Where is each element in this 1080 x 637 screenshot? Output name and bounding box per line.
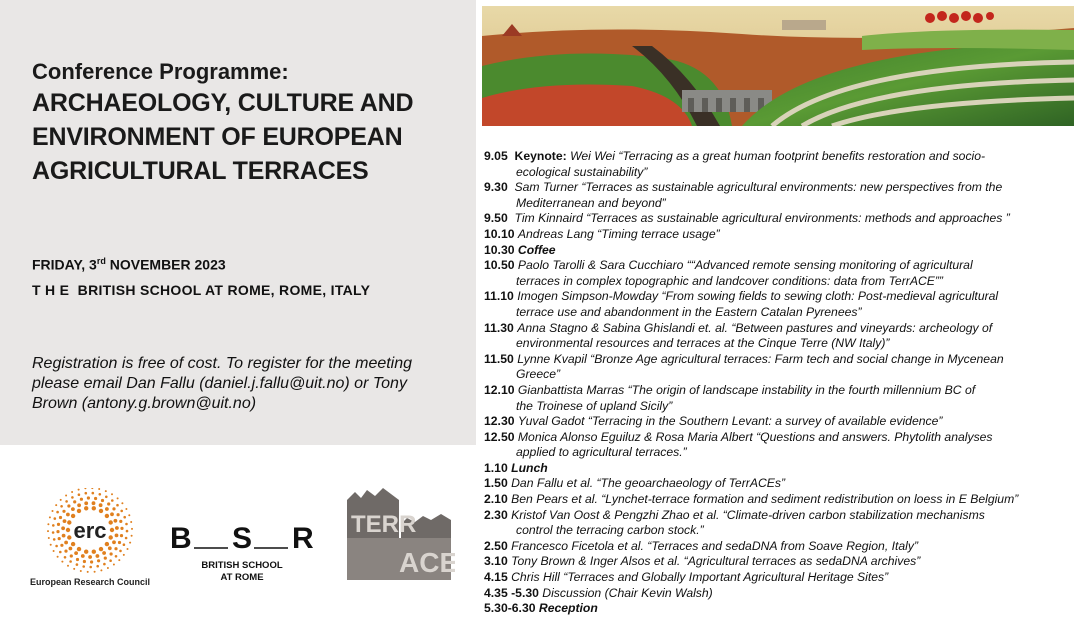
erc-dot — [60, 544, 63, 547]
programme-entry — [484, 258, 1074, 289]
erc-dot — [87, 571, 89, 573]
erc-dot — [115, 534, 119, 538]
programme-entry — [484, 149, 1074, 180]
entry-text: Sam Turner “Terraces as sustainable agricultural environments: new perspectives from the — [514, 180, 1003, 195]
erc-dot — [59, 516, 62, 519]
erc-dot — [52, 524, 55, 527]
erc-dot — [77, 547, 81, 551]
bsr-line-2: AT ROME — [220, 572, 264, 583]
erc-dot — [67, 535, 71, 539]
erc-dot — [53, 538, 56, 541]
erc-dot — [54, 517, 57, 520]
entry-text: Tim Kinnaird “Terraces as sustainable agricultural environments: methods and approaches ” — [514, 211, 1010, 226]
erc-dot — [58, 537, 61, 540]
erc-mark: erc — [73, 518, 107, 543]
erc-dot — [64, 550, 67, 553]
erc-dot — [94, 497, 97, 500]
programme-entry — [484, 586, 1074, 602]
entry-time: 10.30 — [484, 242, 515, 257]
erc-dot — [90, 560, 93, 563]
programme-entry — [484, 539, 1074, 555]
entry-text: Anna Stagno & Sabina Ghislandi et. al. “Between pastures and vineyards: archeology of — [517, 320, 993, 335]
entry-time: 10.10 — [484, 226, 515, 241]
erc-dot — [116, 504, 119, 507]
erc-dot — [96, 565, 99, 568]
erc-dot — [99, 547, 103, 551]
erc-dot — [84, 488, 86, 489]
erc-dot — [96, 554, 100, 558]
erc-dot — [92, 492, 95, 495]
entry-text: Ben Pears et al. “Lynchet-terrace formation and sediment redistribution on loess in E Belgium” — [511, 492, 1019, 507]
terrace-logo-bottom: ACE — [399, 547, 455, 578]
erc-dot — [66, 513, 70, 517]
bsr-logo — [170, 518, 320, 588]
entry-text: Dan Fallu et al. “The geoarchaeology of TerrACEs” — [511, 476, 786, 491]
erc-dot — [83, 560, 86, 563]
entry-text: Chris Hill “Terraces and Globally Important Agricultural Heritage Sites” — [511, 570, 889, 585]
programme-entry — [484, 461, 1074, 477]
erc-dot — [117, 497, 119, 499]
entry-text: Paolo Tarolli & Sara Cucchiaro ““Advanced remote sensing monitoring of agricultural — [517, 258, 973, 273]
erc-dot — [123, 516, 126, 519]
erc-dot — [53, 550, 55, 552]
erc-dot — [62, 510, 65, 513]
entry-text: Andreas Lang “Timing terrace usage” — [517, 226, 720, 241]
entry-time: 2.10 — [484, 492, 508, 507]
entry-time: 9.05 — [484, 149, 508, 163]
erc-dot — [121, 502, 123, 504]
entry-continuation: the Troinese of upland Sicily” — [516, 398, 673, 413]
erc-dot — [113, 564, 115, 566]
erc-dot — [111, 499, 114, 502]
erc-dot — [71, 491, 73, 493]
entry-time: 12.30 — [484, 414, 515, 429]
erc-dot — [97, 559, 100, 562]
entry-text: Imogen Simpson-Mowday “From sowing fields to sewing cloth: Post-medieval agricultural — [517, 289, 999, 304]
erc-dot — [109, 520, 113, 524]
entry-time: 9.50 — [484, 211, 508, 226]
erc-dot — [56, 511, 59, 514]
entry-time: 4.15 — [484, 570, 508, 585]
erc-dot — [114, 547, 117, 550]
erc-dot — [108, 546, 112, 550]
programme-entry — [484, 492, 1074, 508]
erc-dot — [104, 557, 107, 560]
erc-dot — [52, 510, 54, 512]
erc-dot — [87, 496, 90, 499]
entry-continuation: terraces in complex topographic and landcover conditions: data from TerrACE”” — [516, 273, 943, 288]
erc-dot — [63, 519, 67, 523]
title-line-2: ARCHAEOLOGY, CULTURE AND — [32, 89, 414, 117]
programme-entry — [484, 601, 1074, 617]
erc-dot — [55, 504, 57, 506]
date-prefix: FRIDAY, 3 — [32, 256, 97, 273]
erc-dot — [65, 500, 68, 503]
erc-dot — [110, 512, 114, 516]
erc-logo — [30, 488, 150, 588]
entry-time: 2.50 — [484, 538, 508, 553]
entry-continuation: applied to agricultural terraces.” — [516, 445, 687, 460]
erc-dot — [107, 567, 109, 569]
erc-dot — [67, 520, 71, 524]
event-date — [32, 256, 226, 273]
erc-dot — [55, 545, 58, 548]
programme-entry — [484, 570, 1074, 586]
erc-dot — [115, 555, 118, 558]
programme-entry — [484, 430, 1074, 461]
erc-dot — [99, 503, 103, 507]
erc-dot — [74, 551, 78, 555]
entry-time: 12.10 — [484, 382, 515, 397]
erc-dot — [92, 550, 96, 554]
erc-dot — [57, 523, 60, 526]
page-title — [32, 58, 472, 188]
programme-entry — [484, 352, 1074, 383]
erc-dot — [118, 559, 120, 561]
erc-dot — [73, 568, 75, 570]
programme-entry — [484, 383, 1074, 414]
programme-entry — [484, 476, 1074, 492]
erc-dot — [80, 570, 82, 572]
programme-entry — [484, 227, 1074, 243]
entry-text: Yuval Gadot “Terracing in the Southern Levant: a survey of available evidence” — [517, 414, 943, 429]
entry-text: Gianbattista Marras “The origin of landscape instability in the fourth millennium BC of — [517, 382, 976, 397]
erc-dot — [120, 527, 123, 530]
entry-text: Reception — [538, 601, 598, 616]
entry-continuation: control the terracing carbon stock.” — [516, 523, 704, 538]
erc-dot — [49, 516, 51, 518]
entry-text: Discussion (Chair Kevin Walsh) — [542, 585, 713, 600]
programme-entry — [484, 180, 1074, 211]
entry-continuation: Mediterranean and beyond” — [516, 195, 666, 210]
entry-text: Francesco Ficetola et al. “Terraces and sedaDNA from Soave Region, Italy” — [511, 538, 919, 553]
erc-dot — [112, 507, 115, 510]
terrace-logo-top: TERR — [351, 511, 417, 538]
programme-entry — [484, 243, 1074, 259]
programme-entry — [484, 414, 1074, 430]
erc-dot — [47, 530, 49, 532]
erc-dot — [100, 569, 102, 571]
date-ordinal: rd — [96, 256, 106, 266]
entry-time: 11.10 — [484, 289, 514, 304]
erc-dot — [92, 501, 96, 505]
erc-dot — [47, 523, 49, 525]
erc-dot — [120, 534, 123, 537]
programme-list — [484, 149, 1074, 617]
erc-dot — [64, 556, 67, 559]
erc-dot — [98, 488, 100, 490]
entry-time: 11.30 — [484, 320, 514, 335]
registration-info: Registration is free of cost. To register for the meeting please email Dan Fallu (daniel.j.fallu@uit.no) or Tony Brown (antony.g.brown@uit.no) — [32, 355, 413, 412]
entry-time: 9.30 — [484, 180, 508, 195]
erc-dot — [129, 542, 131, 544]
erc-dot — [126, 530, 129, 533]
erc-dot — [125, 523, 128, 526]
erc-dot — [50, 544, 52, 546]
erc-dot — [119, 550, 122, 553]
erc-dot — [119, 520, 122, 523]
programme-entry — [484, 321, 1074, 352]
erc-dot — [89, 566, 92, 569]
erc-dot — [71, 507, 75, 511]
erc-dot — [67, 504, 70, 507]
erc-dot — [48, 537, 50, 539]
programme-entry — [484, 508, 1074, 539]
erc-dot — [66, 528, 70, 532]
entry-continuation: terrace use and abandonment in the Eastern Catalan Pyrenees” — [516, 304, 862, 319]
erc-dot — [69, 560, 72, 563]
svg-text:R: R — [292, 522, 314, 555]
erc-dot — [130, 521, 132, 523]
entry-time: 12.50 — [484, 429, 515, 444]
programme-entry — [484, 554, 1074, 570]
entry-time: 2.30 — [484, 507, 508, 522]
svg-text:B: B — [170, 522, 192, 555]
erc-dot — [61, 561, 63, 563]
title-line-1: Conference Programme: — [32, 59, 289, 84]
erc-dot — [77, 509, 81, 513]
erc-dot — [125, 537, 128, 540]
erc-dot — [118, 541, 121, 544]
erc-dot — [85, 492, 88, 495]
erc-dot — [84, 501, 88, 505]
erc-dot — [109, 535, 113, 539]
erc-dot — [82, 565, 85, 568]
erc-dot — [76, 563, 79, 566]
entry-text: Coffee — [517, 242, 556, 257]
landscape-painting — [482, 6, 1074, 126]
svg-text:S: S — [232, 522, 253, 555]
erc-dot — [80, 498, 83, 501]
entry-continuation: environmental resources and terraces at the Cinque Terre (NW Italy)” — [516, 336, 890, 351]
erc-dot — [81, 554, 85, 558]
entry-continuation: ecological sustainability” — [516, 164, 648, 179]
event-venue: T H E BRITISH SCHOOL AT ROME, ROME, ITALY — [32, 282, 371, 298]
entry-keyword: Keynote: — [514, 149, 567, 163]
erc-dot — [111, 493, 113, 495]
erc-dot — [123, 554, 125, 556]
erc-dot — [70, 554, 73, 557]
erc-dot — [112, 540, 116, 544]
entry-text: Lynne Kvapil “Bronze Age agricultural terraces: Farm tech and social change in Mycenean — [517, 351, 1004, 366]
entry-continuation: Greece” — [516, 367, 561, 382]
title-line-4: AGRICULTURAL TERRACES — [32, 157, 369, 185]
erc-dot — [131, 528, 133, 530]
erc-dot — [115, 526, 119, 530]
programme-entry — [484, 289, 1074, 320]
erc-dot — [60, 505, 63, 508]
entry-text: Wei Wei “Terracing as a great human footprint benefits restoration and socio- — [570, 149, 986, 163]
programme-entry — [484, 211, 1074, 227]
terrace-logo — [345, 486, 455, 582]
entry-time: 11.50 — [484, 351, 514, 366]
erc-dot — [56, 530, 59, 533]
erc-dot — [88, 555, 92, 559]
erc-dot — [125, 508, 127, 510]
erc-dot — [109, 559, 112, 562]
erc-dot — [103, 563, 106, 566]
erc-dot — [69, 547, 73, 551]
erc-dot — [84, 550, 88, 554]
erc-dot — [110, 552, 113, 555]
erc-dot — [92, 506, 96, 510]
entry-text: Lunch — [511, 460, 548, 475]
bsr-line-1: BRITISH SCHOOL — [201, 560, 283, 571]
entry-time: 3.10 — [484, 554, 508, 569]
erc-dot — [131, 535, 133, 537]
erc-dot — [84, 506, 88, 510]
erc-dot — [60, 499, 62, 501]
entry-time: 1.10 — [484, 460, 508, 475]
erc-dot — [77, 503, 81, 507]
erc-dot — [57, 556, 59, 558]
erc-dot — [101, 499, 104, 502]
erc-dot — [99, 493, 102, 496]
title-line-3: ENVIRONMENT OF EUROPEAN — [32, 123, 403, 151]
erc-dot — [91, 488, 93, 489]
date-suffix: NOVEMBER 2023 — [105, 256, 226, 273]
erc-caption: European Research Council — [30, 577, 150, 587]
erc-dot — [105, 507, 109, 511]
entry-time: 10.50 — [484, 258, 515, 273]
erc-dot — [73, 500, 76, 503]
erc-dot — [110, 528, 114, 532]
entry-text: Kristof Van Oost & Pengzhi Zhao et al. “Climate-driven carbon stabilization mechanisms — [511, 507, 985, 522]
erc-dot — [114, 519, 118, 523]
erc-dot — [107, 502, 110, 505]
erc-dot — [105, 490, 107, 492]
erc-dot — [65, 495, 67, 497]
entry-time: 4.35 -5.30 — [484, 585, 539, 600]
erc-dot — [99, 509, 103, 513]
erc-dots-icon — [30, 488, 150, 588]
erc-dot — [52, 531, 55, 534]
erc-dot — [62, 534, 66, 538]
erc-dot — [71, 496, 74, 499]
erc-dot — [76, 558, 79, 561]
erc-dot — [127, 548, 129, 550]
erc-dot — [67, 565, 69, 567]
erc-dot — [94, 571, 96, 573]
entry-text: Monica Alonso Eguiluz & Rosa Maria Albert “Questions and answers. Phytolith analyses — [517, 429, 993, 444]
erc-dot — [105, 496, 108, 499]
entry-text: Tony Brown & Inger Alsos et al. “Agricultural terraces as sedaDNA archives” — [511, 554, 921, 569]
erc-dot — [117, 513, 120, 516]
erc-dot — [78, 493, 81, 496]
erc-dot — [61, 526, 65, 530]
erc-dot — [78, 489, 80, 491]
erc-dot — [120, 510, 123, 513]
entry-time: 1.50 — [484, 476, 508, 491]
erc-dot — [102, 551, 106, 555]
erc-dot — [64, 541, 68, 545]
erc-dot — [128, 514, 130, 516]
erc-dot — [59, 551, 62, 554]
erc-dot — [123, 543, 126, 546]
entry-time: 5.30-6.30 — [484, 601, 536, 616]
